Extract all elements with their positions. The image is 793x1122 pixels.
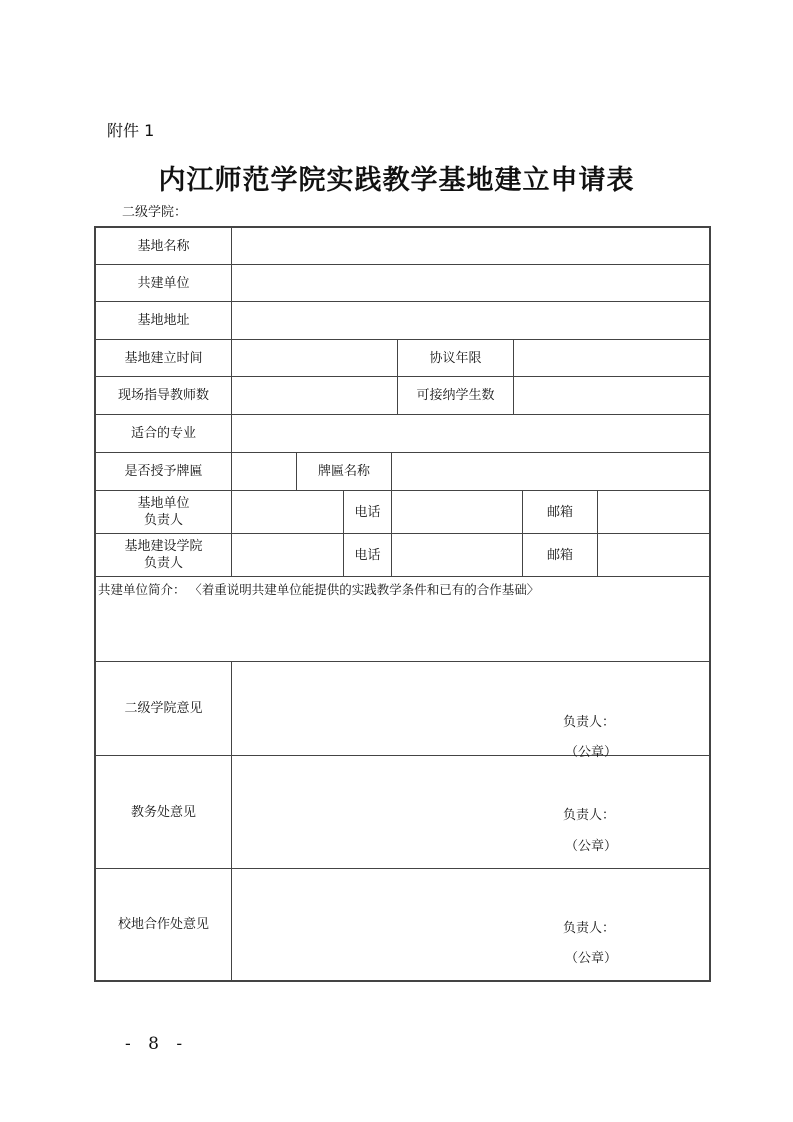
college-head-line1: 基地建设学院 [124,539,203,554]
agreement-years-field[interactable] [514,340,709,376]
partner-intro[interactable] [98,580,539,598]
agreement-years-label: 协议年限 [429,350,482,366]
partner-unit-label: 共建单位 [137,275,190,291]
base-unit-head-field[interactable] [232,491,343,533]
base-name-label: 基地名称 [137,238,190,254]
base-unit-head-line2: 负责人 [143,513,183,528]
suitable-majors-label: 适合的专业 [130,426,196,441]
college-email-field[interactable] [598,534,709,576]
base-address-field[interactable] [232,302,709,339]
onsite-teachers-label: 现场指导教师数 [117,388,209,403]
base-name-field[interactable] [232,228,709,264]
base-unit-phone-field[interactable] [392,491,522,533]
academic-affairs-opinion-seal: （公章） [565,839,618,854]
base-unit-email-label: 邮箱 [546,504,573,520]
plaque-name-field[interactable] [392,453,709,490]
academic-affairs-opinion-label: 教务处意见 [130,804,196,820]
student-capacity-label: 可接纳学生数 [416,388,495,403]
suitable-majors-field[interactable] [232,415,709,452]
cooperation-office-opinion-field[interactable] [232,869,709,980]
onsite-teachers-field[interactable] [232,377,397,414]
academic-affairs-opinion-signer: 负责人： [563,808,616,823]
college-head-line2: 负责人 [143,556,183,571]
college-opinion-signer: 负责人： [563,715,616,730]
cooperation-office-opinion-seal: （公章） [565,951,618,966]
plaque-awarded-field[interactable] [232,453,296,490]
base-unit-email-field[interactable] [598,491,709,533]
student-capacity-field[interactable] [514,377,709,414]
college-phone-field[interactable] [392,534,522,576]
cooperation-office-opinion-signer: 负责人： [563,921,616,936]
partner-intro-label: 共建单位简介： [98,582,186,597]
partner-intro-note: 〈着重说明共建单位能提供的实践教学条件和已有的合作基础〉 [195,582,540,597]
college-phone-label: 电话 [354,547,381,563]
plaque-name-label: 牌匾名称 [317,464,370,479]
plaque-awarded-label: 是否授予牌匾 [124,464,203,479]
college-label: 二级学院： [122,205,188,220]
base-address-label: 基地地址 [137,313,190,328]
base-unit-phone-label: 电话 [354,504,381,520]
cooperation-office-opinion-label: 校地合作处意见 [117,917,209,932]
document-title: 内江师范学院实践教学基地建立申请表 [158,165,635,196]
established-time-label: 基地建立时间 [124,350,203,366]
established-time-field[interactable] [232,340,397,376]
partner-unit-field[interactable] [232,265,709,301]
college-email-label: 邮箱 [546,547,573,563]
academic-affairs-opinion-field[interactable] [232,756,709,868]
college-opinion-field[interactable] [232,662,709,755]
row-divider [94,576,711,577]
college-head-field[interactable] [232,534,343,576]
college-head-label [96,534,231,576]
base-unit-head-line1: 基地单位 [137,496,190,511]
attachment-label: 附件 1 [107,121,155,140]
college-opinion-seal: （公章） [565,745,618,760]
college-opinion-label: 二级学院意见 [124,701,203,716]
base-unit-head-label [96,491,231,533]
page-number: - 8 - [125,1034,189,1054]
